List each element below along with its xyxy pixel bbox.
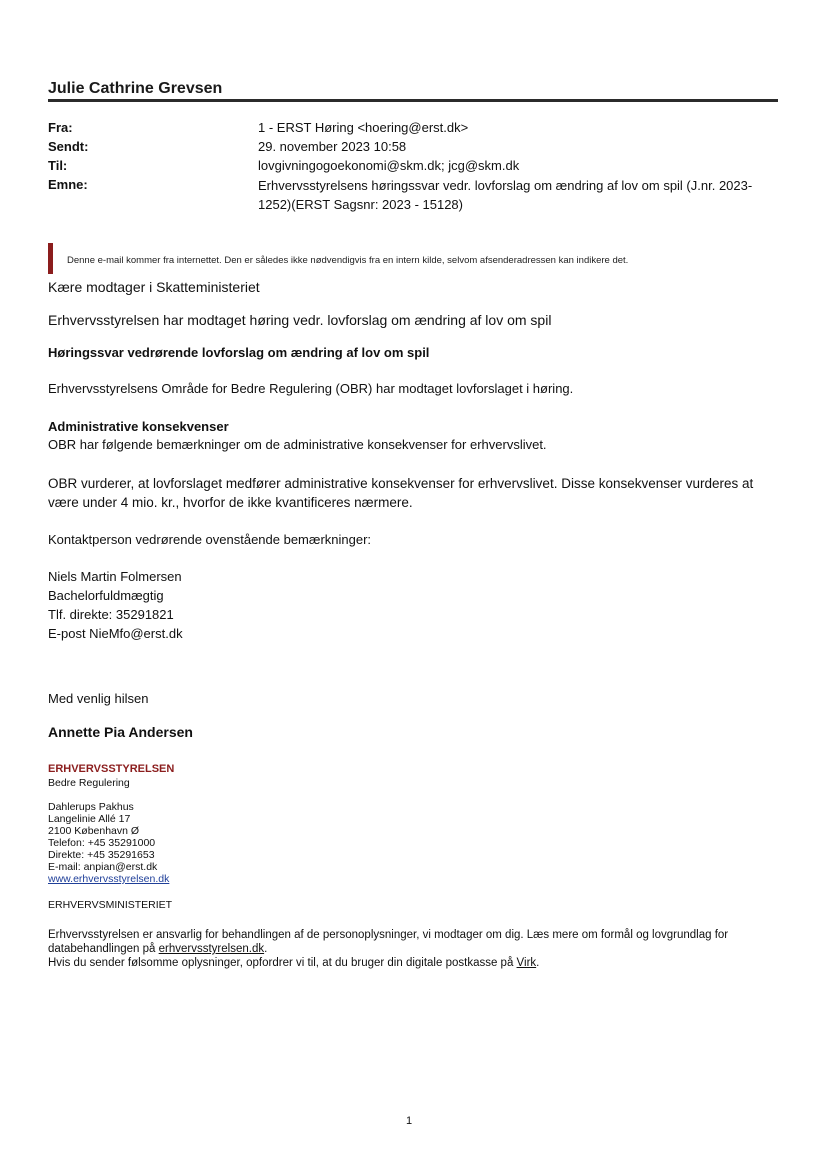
address-line-3: 2100 København Ø xyxy=(48,825,140,837)
contact-email[interactable]: E-post NieMfo@erst.dk xyxy=(48,626,183,641)
sender-name: Julie Cathrine Grevsen xyxy=(48,80,223,97)
contact-name: Niels Martin Folmersen xyxy=(48,569,182,584)
contact-intro: Kontaktperson vedrørende ovenstående bemærkninger: xyxy=(48,532,372,547)
virk-text-2: . xyxy=(536,957,540,969)
phone: Telefon: +45 35291000 xyxy=(48,837,156,849)
sent-label: Sendt: xyxy=(48,139,89,154)
page-number: 1 xyxy=(406,1115,413,1127)
admin-heading: Administrative konsekvenser xyxy=(48,419,229,434)
virk-notice xyxy=(48,956,788,970)
website-link[interactable]: www.erhvervsstyrelsen.dk xyxy=(48,873,170,885)
direct-phone: Direkte: +45 35291653 xyxy=(48,849,155,861)
virk-text-1: Hvis du sender følsomme oplysninger, opfordrer vi til, at du bruger din digitale postkasse på xyxy=(48,957,517,969)
closing: Med venlig hilsen xyxy=(48,691,149,706)
subject-label: Emne: xyxy=(48,177,88,192)
contact-phone: Tlf. direkte: 35291821 xyxy=(48,607,174,622)
privacy-link[interactable]: erhvervsstyrelsen.dk xyxy=(158,943,265,955)
header-divider xyxy=(48,99,778,102)
greeting: Kære modtager i Skatteministeriet xyxy=(48,279,260,295)
signature-name: Annette Pia Andersen xyxy=(48,724,193,740)
contact-title: Bachelorfuldmægtig xyxy=(48,588,164,603)
privacy-text-1: Erhvervsstyrelsen er ansvarlig for behandlingen af de personoplysninger, vi modtager om dig. Læs mere om formål og lovgrundlag for databehandlingen på xyxy=(48,929,729,955)
to-label: Til: xyxy=(48,158,68,173)
from-value[interactable]: 1 - ERST Høring <hoering@erst.dk> xyxy=(258,120,469,135)
company-name: ERHVERVSSTYRELSEN xyxy=(48,763,175,775)
virk-link[interactable]: Virk xyxy=(516,957,537,969)
external-warning-bar xyxy=(48,243,53,274)
to-value[interactable]: lovgivningogoekonomi@skm.dk; jcg@skm.dk xyxy=(258,158,520,173)
assessment-text: OBR vurderer, at lovforslaget medfører administrative konsekvenser for erhvervslivet. Disse konsekvenser vurderes at være under 4 mio. kr., hvorfor de ikke kvantificeres nærmere. xyxy=(48,476,754,510)
ministry: ERHVERVSMINISTERIET xyxy=(48,899,173,911)
external-warning-text: Denne e-mail kommer fra internettet. Den er således ikke nødvendigvis fra en intern kilde, selvom afsenderadressen kan indikere det. xyxy=(67,255,629,266)
sent-value: 29. november 2023 10:58 xyxy=(258,139,407,154)
obr-received-text: Erhvervsstyrelsens Område for Bedre Regulering (OBR) har modtaget lovforslaget i høring. xyxy=(48,381,574,396)
address-line-1: Dahlerups Pakhus xyxy=(48,801,134,813)
department: Bedre Regulering xyxy=(48,777,130,789)
address-line-2: Langelinie Allé 17 xyxy=(48,813,131,825)
admin-text: OBR har følgende bemærkninger om de administrative konsekvenser for erhvervslivet. xyxy=(48,437,547,452)
privacy-notice xyxy=(48,928,788,956)
signature-email[interactable]: E-mail: anpian@erst.dk xyxy=(48,861,158,873)
privacy-text-2: . xyxy=(264,943,268,955)
subject-value: Erhvervsstyrelsens høringssvar vedr. lovforslag om ændring af lov om spil (J.nr. 2023-1252)(ERST Sagsnr: 2023 - 15128) xyxy=(258,178,753,212)
intro-text: Erhvervsstyrelsen har modtaget høring vedr. lovforslag om ændring af lov om spil xyxy=(48,312,552,328)
from-label: Fra: xyxy=(48,120,73,135)
response-heading: Høringssvar vedrørende lovforslag om ændring af lov om spil xyxy=(48,345,430,360)
